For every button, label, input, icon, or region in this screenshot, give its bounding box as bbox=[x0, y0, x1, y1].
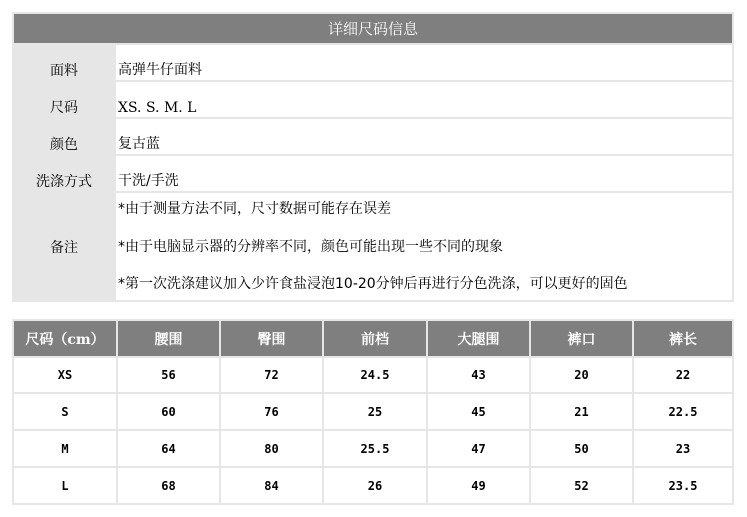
size-value-cell: 60 bbox=[118, 394, 219, 429]
info-label-text: 面料 bbox=[50, 63, 78, 79]
note-display-color: *由于电脑显示器的分辨率不同，颜色可能出现一些不同的现象 bbox=[118, 238, 503, 255]
size-table-header: 尺码（cm） bbox=[14, 321, 116, 356]
size-value-cell: 76 bbox=[221, 394, 322, 429]
size-value-cell: 47 bbox=[428, 431, 529, 466]
info-label-text: 尺码 bbox=[50, 100, 78, 116]
size-label-cell: M bbox=[14, 431, 116, 466]
size-table-header: 大腿围 bbox=[428, 321, 529, 356]
size-value-cell: 50 bbox=[531, 431, 632, 466]
size-value-cell: 24.5 bbox=[324, 358, 426, 392]
info-label-text: 颜色 bbox=[50, 137, 78, 153]
size-value-cell: 49 bbox=[428, 468, 529, 503]
size-label-cell: S bbox=[14, 394, 116, 429]
size-value-cell: 80 bbox=[221, 431, 322, 466]
size-table-header: 臀围 bbox=[221, 321, 322, 356]
info-value-text: 干洗/手洗 bbox=[118, 173, 179, 189]
size-value-cell: 64 bbox=[118, 431, 219, 466]
size-table-header: 前档 bbox=[324, 321, 426, 356]
size-label-cell: L bbox=[14, 468, 116, 503]
info-row-washing bbox=[14, 156, 732, 191]
info-label-text: 备注 bbox=[50, 239, 78, 256]
info-row-fabric bbox=[14, 45, 732, 80]
info-label-text: 洗涤方式 bbox=[36, 174, 92, 190]
size-value-cell: 68 bbox=[118, 468, 219, 503]
size-value-cell: 26 bbox=[324, 468, 426, 503]
size-value-cell: 25 bbox=[324, 394, 426, 429]
size-value-cell: 23.5 bbox=[634, 468, 732, 503]
product-info-table bbox=[12, 12, 734, 302]
size-table-header: 裤长 bbox=[634, 321, 732, 356]
size-value-cell: 84 bbox=[221, 468, 322, 503]
size-value-cell: 21 bbox=[531, 394, 632, 429]
info-row-size bbox=[14, 82, 732, 117]
info-label-size bbox=[14, 82, 114, 117]
info-value-text: XS. S. M. L bbox=[118, 100, 197, 116]
info-value-text: 复古蓝 bbox=[118, 136, 160, 152]
info-value-washing bbox=[116, 156, 732, 191]
info-label-washing bbox=[14, 156, 114, 191]
note-first-wash: *第一次洗涤建议加入少许食盐浸泡10-20分钟后再进行分色洗涤，可以更好的固色 bbox=[118, 276, 628, 292]
info-value-fabric bbox=[116, 45, 732, 80]
info-row-color bbox=[14, 119, 732, 154]
size-label-cell: XS bbox=[14, 358, 116, 392]
info-label-fabric bbox=[14, 45, 114, 80]
size-value-cell: 72 bbox=[221, 358, 322, 392]
info-value-color bbox=[116, 119, 732, 154]
size-value-cell: 23 bbox=[634, 431, 732, 466]
size-value-cell: 22.5 bbox=[634, 394, 732, 429]
note-measurement: *由于测量方法不同，尺寸数据可能存在误差 bbox=[118, 201, 391, 217]
size-value-cell: 22 bbox=[634, 358, 732, 392]
info-value-notes bbox=[116, 193, 732, 300]
size-chart-table bbox=[12, 319, 734, 505]
info-label-notes bbox=[14, 193, 114, 300]
size-table-header: 裤口 bbox=[531, 321, 632, 356]
size-value-cell: 25.5 bbox=[324, 431, 426, 466]
size-value-cell: 56 bbox=[118, 358, 219, 392]
info-label-color bbox=[14, 119, 114, 154]
info-row-notes bbox=[14, 193, 732, 300]
size-table-header: 腰围 bbox=[118, 321, 219, 356]
info-value-size bbox=[116, 82, 732, 117]
info-value-text: 高弹牛仔面料 bbox=[118, 62, 202, 78]
size-value-cell: 20 bbox=[531, 358, 632, 392]
size-value-cell: 45 bbox=[428, 394, 529, 429]
size-value-cell: 43 bbox=[428, 358, 529, 392]
info-table-title: 详细尺码信息 bbox=[14, 14, 732, 43]
size-value-cell: 52 bbox=[531, 468, 632, 503]
